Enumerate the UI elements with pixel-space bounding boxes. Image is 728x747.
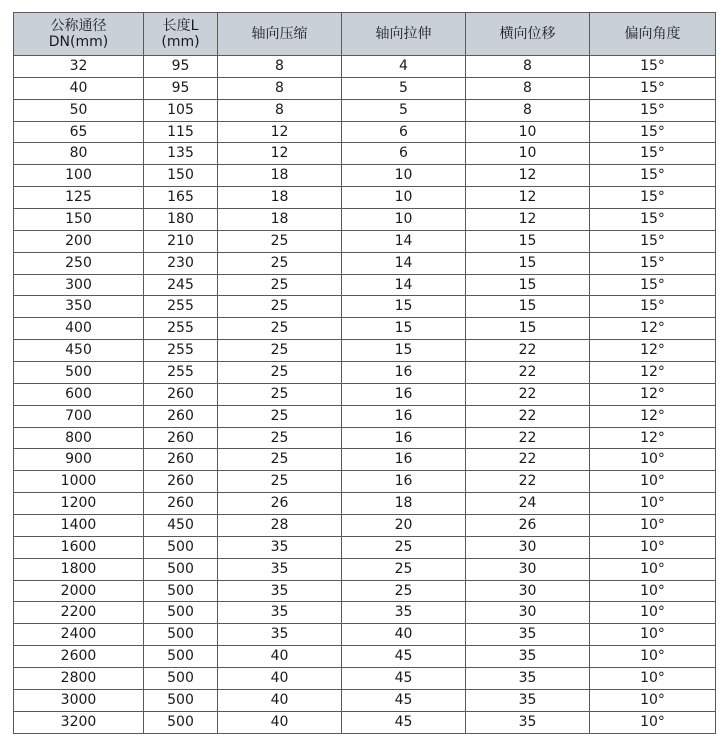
cell-length: 255 bbox=[144, 362, 218, 384]
cell-deflection-angle: 15° bbox=[590, 187, 716, 209]
cell-lateral-displacement: 10 bbox=[466, 143, 590, 165]
cell-axial-compression: 12 bbox=[218, 143, 342, 165]
cell-lateral-displacement: 35 bbox=[466, 646, 590, 668]
table-row bbox=[14, 230, 716, 252]
cell-nominal-diameter: 50 bbox=[14, 99, 144, 121]
cell-axial-extension: 25 bbox=[342, 558, 466, 580]
cell-axial-extension: 25 bbox=[342, 536, 466, 558]
cell-length: 260 bbox=[144, 493, 218, 515]
cell-axial-compression: 8 bbox=[218, 56, 342, 78]
expansion-joint-spec-table bbox=[13, 12, 716, 734]
cell-axial-extension: 20 bbox=[342, 515, 466, 537]
cell-deflection-angle: 15° bbox=[590, 77, 716, 99]
cell-deflection-angle: 15° bbox=[590, 209, 716, 231]
cell-nominal-diameter: 80 bbox=[14, 143, 144, 165]
cell-length: 500 bbox=[144, 668, 218, 690]
cell-nominal-diameter: 1800 bbox=[14, 558, 144, 580]
cell-nominal-diameter: 40 bbox=[14, 77, 144, 99]
cell-lateral-displacement: 15 bbox=[466, 274, 590, 296]
cell-lateral-displacement: 8 bbox=[466, 77, 590, 99]
cell-deflection-angle: 10° bbox=[590, 580, 716, 602]
cell-length: 500 bbox=[144, 558, 218, 580]
cell-axial-extension: 16 bbox=[342, 449, 466, 471]
table-row bbox=[14, 493, 716, 515]
cell-length: 500 bbox=[144, 646, 218, 668]
cell-nominal-diameter: 1600 bbox=[14, 536, 144, 558]
cell-nominal-diameter: 125 bbox=[14, 187, 144, 209]
cell-axial-compression: 25 bbox=[218, 274, 342, 296]
cell-axial-compression: 35 bbox=[218, 558, 342, 580]
cell-axial-extension: 14 bbox=[342, 274, 466, 296]
cell-deflection-angle: 15° bbox=[590, 56, 716, 78]
table-row bbox=[14, 689, 716, 711]
cell-length: 500 bbox=[144, 689, 218, 711]
cell-nominal-diameter: 500 bbox=[14, 362, 144, 384]
cell-length: 255 bbox=[144, 340, 218, 362]
cell-lateral-displacement: 10 bbox=[466, 121, 590, 143]
cell-lateral-displacement: 8 bbox=[466, 56, 590, 78]
cell-axial-compression: 25 bbox=[218, 471, 342, 493]
table-row bbox=[14, 471, 716, 493]
cell-axial-compression: 25 bbox=[218, 383, 342, 405]
cell-axial-extension: 15 bbox=[342, 340, 466, 362]
cell-length: 260 bbox=[144, 383, 218, 405]
table-row bbox=[14, 56, 716, 78]
cell-axial-compression: 18 bbox=[218, 209, 342, 231]
cell-deflection-angle: 10° bbox=[590, 449, 716, 471]
cell-deflection-angle: 10° bbox=[590, 624, 716, 646]
cell-lateral-displacement: 15 bbox=[466, 296, 590, 318]
table-row bbox=[14, 602, 716, 624]
cell-deflection-angle: 10° bbox=[590, 558, 716, 580]
header-row bbox=[14, 13, 716, 56]
cell-nominal-diameter: 450 bbox=[14, 340, 144, 362]
cell-nominal-diameter: 150 bbox=[14, 209, 144, 231]
cell-axial-extension: 25 bbox=[342, 580, 466, 602]
table-row bbox=[14, 99, 716, 121]
cell-axial-compression: 25 bbox=[218, 252, 342, 274]
cell-length: 105 bbox=[144, 99, 218, 121]
cell-axial-extension: 18 bbox=[342, 493, 466, 515]
table-row bbox=[14, 558, 716, 580]
cell-deflection-angle: 15° bbox=[590, 121, 716, 143]
table-row bbox=[14, 121, 716, 143]
cell-deflection-angle: 12° bbox=[590, 362, 716, 384]
cell-length: 260 bbox=[144, 405, 218, 427]
cell-length: 115 bbox=[144, 121, 218, 143]
cell-deflection-angle: 10° bbox=[590, 493, 716, 515]
cell-axial-extension: 14 bbox=[342, 230, 466, 252]
cell-lateral-displacement: 22 bbox=[466, 383, 590, 405]
cell-axial-compression: 8 bbox=[218, 99, 342, 121]
cell-deflection-angle: 12° bbox=[590, 405, 716, 427]
cell-axial-extension: 10 bbox=[342, 165, 466, 187]
cell-nominal-diameter: 1200 bbox=[14, 493, 144, 515]
cell-nominal-diameter: 2400 bbox=[14, 624, 144, 646]
cell-axial-extension: 16 bbox=[342, 362, 466, 384]
cell-axial-compression: 8 bbox=[218, 77, 342, 99]
cell-lateral-displacement: 22 bbox=[466, 362, 590, 384]
header-label: 长度L bbox=[162, 18, 199, 34]
table-row bbox=[14, 143, 716, 165]
cell-axial-compression: 25 bbox=[218, 296, 342, 318]
cell-lateral-displacement: 12 bbox=[466, 209, 590, 231]
cell-axial-extension: 45 bbox=[342, 689, 466, 711]
header-label: 轴向压缩 bbox=[251, 26, 308, 42]
cell-lateral-displacement: 15 bbox=[466, 318, 590, 340]
cell-length: 245 bbox=[144, 274, 218, 296]
cell-axial-compression: 25 bbox=[218, 427, 342, 449]
cell-axial-extension: 16 bbox=[342, 427, 466, 449]
cell-axial-compression: 12 bbox=[218, 121, 342, 143]
cell-lateral-displacement: 35 bbox=[466, 668, 590, 690]
table-row bbox=[14, 296, 716, 318]
header-sublabel: DN(mm) bbox=[48, 34, 109, 50]
cell-lateral-displacement: 12 bbox=[466, 187, 590, 209]
cell-axial-compression: 40 bbox=[218, 646, 342, 668]
cell-lateral-displacement: 35 bbox=[466, 689, 590, 711]
cell-nominal-diameter: 2000 bbox=[14, 580, 144, 602]
cell-lateral-displacement: 8 bbox=[466, 99, 590, 121]
cell-length: 260 bbox=[144, 427, 218, 449]
header-deflection-angle bbox=[590, 13, 716, 56]
cell-axial-extension: 15 bbox=[342, 318, 466, 340]
cell-lateral-displacement: 22 bbox=[466, 471, 590, 493]
cell-deflection-angle: 12° bbox=[590, 383, 716, 405]
cell-length: 255 bbox=[144, 318, 218, 340]
table-row bbox=[14, 711, 716, 733]
cell-lateral-displacement: 15 bbox=[466, 252, 590, 274]
cell-deflection-angle: 12° bbox=[590, 427, 716, 449]
table-row bbox=[14, 252, 716, 274]
cell-length: 450 bbox=[144, 515, 218, 537]
cell-lateral-displacement: 22 bbox=[466, 427, 590, 449]
table-row bbox=[14, 668, 716, 690]
cell-lateral-displacement: 35 bbox=[466, 711, 590, 733]
cell-axial-extension: 5 bbox=[342, 99, 466, 121]
cell-nominal-diameter: 300 bbox=[14, 274, 144, 296]
cell-deflection-angle: 10° bbox=[590, 646, 716, 668]
cell-axial-compression: 18 bbox=[218, 187, 342, 209]
cell-nominal-diameter: 2600 bbox=[14, 646, 144, 668]
cell-nominal-diameter: 350 bbox=[14, 296, 144, 318]
cell-nominal-diameter: 600 bbox=[14, 383, 144, 405]
table-row bbox=[14, 165, 716, 187]
cell-axial-extension: 15 bbox=[342, 296, 466, 318]
cell-length: 180 bbox=[144, 209, 218, 231]
cell-length: 500 bbox=[144, 536, 218, 558]
cell-length: 500 bbox=[144, 624, 218, 646]
cell-nominal-diameter: 1400 bbox=[14, 515, 144, 537]
cell-axial-compression: 25 bbox=[218, 340, 342, 362]
cell-nominal-diameter: 900 bbox=[14, 449, 144, 471]
cell-length: 95 bbox=[144, 77, 218, 99]
header-axial-compression bbox=[218, 13, 342, 56]
table-row bbox=[14, 340, 716, 362]
table-row bbox=[14, 646, 716, 668]
cell-deflection-angle: 15° bbox=[590, 143, 716, 165]
cell-axial-extension: 10 bbox=[342, 187, 466, 209]
cell-length: 165 bbox=[144, 187, 218, 209]
table-row bbox=[14, 187, 716, 209]
cell-nominal-diameter: 1000 bbox=[14, 471, 144, 493]
cell-length: 500 bbox=[144, 711, 218, 733]
cell-axial-compression: 40 bbox=[218, 668, 342, 690]
cell-deflection-angle: 10° bbox=[590, 536, 716, 558]
cell-lateral-displacement: 30 bbox=[466, 602, 590, 624]
table-header bbox=[14, 13, 716, 56]
cell-deflection-angle: 10° bbox=[590, 471, 716, 493]
cell-length: 135 bbox=[144, 143, 218, 165]
cell-axial-compression: 40 bbox=[218, 689, 342, 711]
table-row bbox=[14, 274, 716, 296]
cell-length: 95 bbox=[144, 56, 218, 78]
cell-nominal-diameter: 700 bbox=[14, 405, 144, 427]
cell-lateral-displacement: 22 bbox=[466, 340, 590, 362]
table-row bbox=[14, 580, 716, 602]
cell-deflection-angle: 15° bbox=[590, 230, 716, 252]
cell-axial-compression: 26 bbox=[218, 493, 342, 515]
header-axial-extension bbox=[342, 13, 466, 56]
cell-nominal-diameter: 100 bbox=[14, 165, 144, 187]
cell-lateral-displacement: 30 bbox=[466, 558, 590, 580]
header-label: 偏向角度 bbox=[624, 26, 681, 42]
table-row bbox=[14, 624, 716, 646]
cell-axial-extension: 35 bbox=[342, 602, 466, 624]
header-length bbox=[144, 13, 218, 56]
cell-axial-compression: 25 bbox=[218, 405, 342, 427]
cell-length: 260 bbox=[144, 471, 218, 493]
cell-nominal-diameter: 65 bbox=[14, 121, 144, 143]
cell-axial-extension: 10 bbox=[342, 209, 466, 231]
cell-deflection-angle: 15° bbox=[590, 274, 716, 296]
cell-axial-compression: 25 bbox=[218, 449, 342, 471]
table-row bbox=[14, 77, 716, 99]
cell-deflection-angle: 12° bbox=[590, 340, 716, 362]
cell-axial-extension: 5 bbox=[342, 77, 466, 99]
cell-length: 260 bbox=[144, 449, 218, 471]
cell-axial-compression: 18 bbox=[218, 165, 342, 187]
header-nominal-diameter bbox=[14, 13, 144, 56]
table-row bbox=[14, 209, 716, 231]
cell-lateral-displacement: 30 bbox=[466, 580, 590, 602]
cell-axial-compression: 35 bbox=[218, 536, 342, 558]
cell-axial-extension: 45 bbox=[342, 711, 466, 733]
cell-axial-extension: 16 bbox=[342, 471, 466, 493]
cell-axial-extension: 45 bbox=[342, 646, 466, 668]
cell-nominal-diameter: 32 bbox=[14, 56, 144, 78]
cell-nominal-diameter: 200 bbox=[14, 230, 144, 252]
table-row bbox=[14, 405, 716, 427]
cell-nominal-diameter: 2800 bbox=[14, 668, 144, 690]
table-body bbox=[14, 56, 716, 734]
cell-lateral-displacement: 15 bbox=[466, 230, 590, 252]
cell-axial-extension: 4 bbox=[342, 56, 466, 78]
cell-lateral-displacement: 35 bbox=[466, 624, 590, 646]
cell-nominal-diameter: 3000 bbox=[14, 689, 144, 711]
header-sublabel: (mm) bbox=[161, 34, 200, 50]
cell-axial-compression: 25 bbox=[218, 318, 342, 340]
cell-lateral-displacement: 12 bbox=[466, 165, 590, 187]
cell-nominal-diameter: 3200 bbox=[14, 711, 144, 733]
cell-nominal-diameter: 250 bbox=[14, 252, 144, 274]
table-row bbox=[14, 318, 716, 340]
cell-axial-extension: 40 bbox=[342, 624, 466, 646]
table-row bbox=[14, 383, 716, 405]
cell-length: 255 bbox=[144, 296, 218, 318]
header-label: 横向位移 bbox=[499, 26, 556, 42]
cell-axial-compression: 25 bbox=[218, 362, 342, 384]
cell-lateral-displacement: 30 bbox=[466, 536, 590, 558]
cell-lateral-displacement: 24 bbox=[466, 493, 590, 515]
cell-deflection-angle: 10° bbox=[590, 711, 716, 733]
cell-axial-compression: 35 bbox=[218, 602, 342, 624]
cell-deflection-angle: 10° bbox=[590, 515, 716, 537]
table-row bbox=[14, 515, 716, 537]
table-row bbox=[14, 449, 716, 471]
cell-axial-extension: 6 bbox=[342, 143, 466, 165]
cell-axial-extension: 16 bbox=[342, 405, 466, 427]
cell-nominal-diameter: 2200 bbox=[14, 602, 144, 624]
cell-nominal-diameter: 800 bbox=[14, 427, 144, 449]
cell-deflection-angle: 15° bbox=[590, 252, 716, 274]
cell-axial-extension: 45 bbox=[342, 668, 466, 690]
cell-axial-extension: 14 bbox=[342, 252, 466, 274]
table-row bbox=[14, 536, 716, 558]
cell-axial-compression: 28 bbox=[218, 515, 342, 537]
cell-deflection-angle: 10° bbox=[590, 602, 716, 624]
cell-axial-compression: 25 bbox=[218, 230, 342, 252]
cell-axial-compression: 40 bbox=[218, 711, 342, 733]
cell-lateral-displacement: 26 bbox=[466, 515, 590, 537]
cell-axial-extension: 16 bbox=[342, 383, 466, 405]
cell-length: 210 bbox=[144, 230, 218, 252]
table-row bbox=[14, 427, 716, 449]
cell-lateral-displacement: 22 bbox=[466, 405, 590, 427]
cell-length: 500 bbox=[144, 580, 218, 602]
header-label: 公称通径 bbox=[50, 18, 107, 34]
cell-axial-compression: 35 bbox=[218, 624, 342, 646]
cell-deflection-angle: 12° bbox=[590, 318, 716, 340]
table-row bbox=[14, 362, 716, 384]
cell-deflection-angle: 10° bbox=[590, 668, 716, 690]
cell-length: 150 bbox=[144, 165, 218, 187]
cell-axial-extension: 6 bbox=[342, 121, 466, 143]
cell-deflection-angle: 15° bbox=[590, 165, 716, 187]
cell-deflection-angle: 15° bbox=[590, 296, 716, 318]
cell-axial-compression: 35 bbox=[218, 580, 342, 602]
header-label: 轴向拉伸 bbox=[375, 26, 432, 42]
header-lateral-displacement bbox=[466, 13, 590, 56]
cell-nominal-diameter: 400 bbox=[14, 318, 144, 340]
cell-deflection-angle: 10° bbox=[590, 689, 716, 711]
cell-lateral-displacement: 22 bbox=[466, 449, 590, 471]
cell-length: 230 bbox=[144, 252, 218, 274]
cell-deflection-angle: 15° bbox=[590, 99, 716, 121]
cell-length: 500 bbox=[144, 602, 218, 624]
